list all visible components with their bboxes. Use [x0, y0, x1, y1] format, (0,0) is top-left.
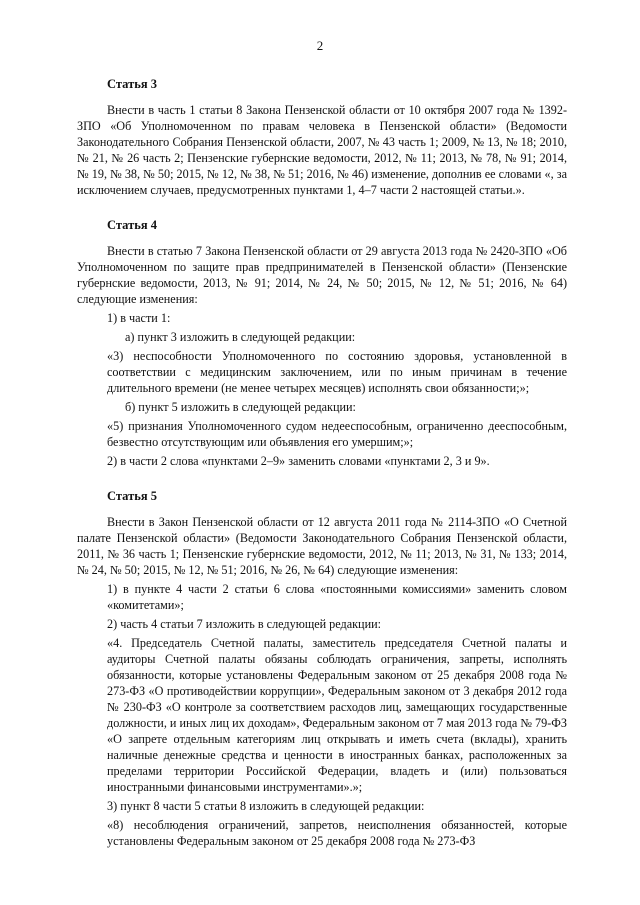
article-3-text: Внести в часть 1 статьи 8 Закона Пензенской области от 10 октября 2007 года № 1392-ЗПО «Об Уполномоченном по правам человека в Пензенской области» (Ведомости Законодательного Собрания Пензенской области, 2007, № 43 часть 1; 2009, № 13, № 18; 2010, № 21, № 26 часть 2; Пензенские губернские ведомости, 2012, № 11; 2013, № 78, № 91; 2014, № 19, № 38, № 50; 2015, № 12, № 38, № 51; 2016, № 46) изменение, дополнив ее словами «, за исключением случаев, предусмотренных пунктами 1, 4–7 части 2 настоящей статьи.».: [77, 103, 567, 197]
article-4-intro: Внести в статью 7 Закона Пензенской области от 29 августа 2013 года № 2420-ЗПО «Об Уполномоченном по защите прав предпринимателей в Пензенской области» (Пензенские губернские ведомости, 2013, № 91; 2014, № 24, № 50; 2015, № 12, № 51; 2016, № 64) следующие изменения:: [77, 244, 567, 306]
article-5-quote-4: «4. Председатель Счетной палаты, заместитель председателя Счетной палаты и аудиторы Счетной палаты обязаны соблюдать ограничения, запреты, исполнять обязанности, которые установлены Федеральным законом от 25 декабря 2008 года № 273-ФЗ «О противодействии коррупции», Федеральным законом от 3 декабря 2012 года № 230-ФЗ «О контроле за соответствием расходов лиц, замещающих государственные должности, и иных лиц их доходам», Федеральным законом от 7 мая 2013 года № 79-ФЗ «О запрете отдельным категориям лиц открывать и иметь счета (вклады), хранить наличные денежные средства и ценности в иностранных банках, расположенных за пределами территории Российской Федерации, владеть и (или) пользоваться иностранными финансовыми инструментами».»;: [107, 636, 567, 794]
article-5-heading: Статья 5: [107, 489, 157, 503]
article-5-item-2: 2) часть 4 статьи 7 изложить в следующей редакции:: [107, 617, 382, 631]
page-number: 2: [316, 38, 324, 53]
article-4-item-2: 2) в части 2 слова «пунктами 2–9» заменить словами «пунктами 2, 3 и 9».: [107, 454, 490, 468]
article-5-item-1: 1) в пункте 4 части 2 статьи 6 слова «постоянными комиссиями» заменить словом «комитетами»;: [107, 582, 567, 612]
article-3-heading: Статья 3: [107, 77, 157, 91]
article-5-item-3: 3) пункт 8 части 5 статьи 8 изложить в следующей редакции:: [107, 799, 425, 813]
article-4-heading: Статья 4: [107, 218, 157, 232]
article-5-quote-8: «8) несоблюдения ограничений, запретов, неисполнения обязанностей, которые установлены Федеральным законом от 25 декабря 2008 года № 273-ФЗ: [107, 818, 567, 848]
article-4-item-1a: а) пункт 3 изложить в следующей редакции:: [125, 330, 356, 344]
article-4-quote-5: «5) признания Уполномоченного судом недееспособным, ограниченно дееспособным, безвестно отсутствующим или объявления его умершим;»;: [107, 419, 567, 449]
article-4-item-1b: б) пункт 5 изложить в следующей редакции:: [125, 400, 356, 414]
article-4-quote-3: «3) неспособности Уполномоченного по состоянию здоровья, установленной в соответствии с медицинским заключением, или по иным причинам в течение длительного времени (не менее четырех месяцев) исполнять свои обязанности;»;: [107, 349, 567, 395]
article-5-intro: Внести в Закон Пензенской области от 12 августа 2011 года № 2114-ЗПО «О Счетной палате Пензенской области» (Ведомости Законодательного Собрания Пензенской области, 2011, № 36 часть 1; Пензенские губернские ведомости, 2012, № 11; 2013, № 31, № 133; 2014, № 24, № 50; 2015, № 12, № 51; 2016, № 26, № 64) следующие изменения:: [77, 515, 567, 577]
article-4-item-1: 1) в части 1:: [107, 311, 171, 325]
document-body: [77, 76, 567, 852]
